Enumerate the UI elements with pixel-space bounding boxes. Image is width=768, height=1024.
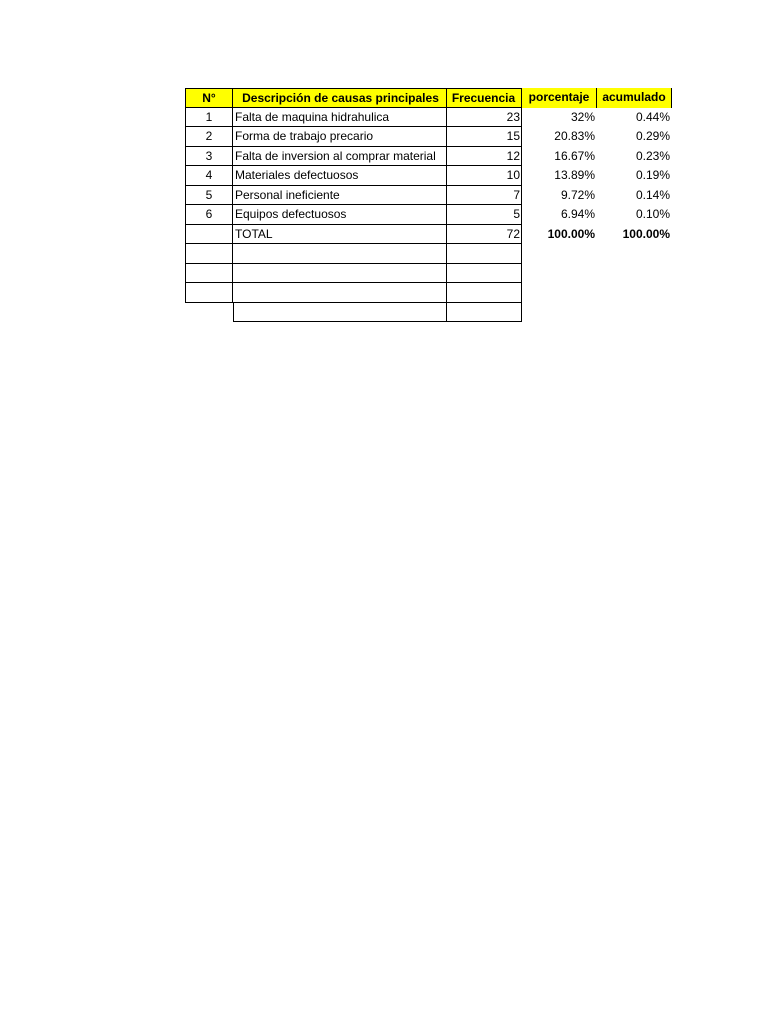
- cell-percentage[interactable]: 9.72%: [560, 187, 595, 202]
- header-description[interactable]: Descripción de causas principales: [233, 88, 447, 108]
- cell-percentage[interactable]: 6.94%: [560, 207, 595, 221]
- empty-cell[interactable]: [233, 264, 447, 284]
- cell-percentage[interactable]: 13.89%: [554, 168, 595, 182]
- empty-cell[interactable]: [447, 283, 522, 303]
- cell-percentage[interactable]: 32%: [570, 109, 595, 124]
- cell-no[interactable]: 2: [185, 127, 233, 147]
- cell-percentage[interactable]: 20.83%: [554, 129, 595, 143]
- cell-description[interactable]: Materiales defectuosos: [233, 166, 447, 186]
- cell-description[interactable]: Personal ineficiente: [233, 186, 447, 206]
- cell-percentage[interactable]: 16.67%: [554, 148, 595, 163]
- header-no[interactable]: N°: [185, 88, 233, 108]
- cell-frequency[interactable]: 5: [447, 205, 522, 225]
- cell-frequency[interactable]: 7: [447, 186, 522, 206]
- header-cumulative[interactable]: acumulado: [597, 88, 672, 108]
- cell-cumulative[interactable]: 0.29%: [635, 129, 670, 143]
- empty-cell[interactable]: [185, 264, 233, 284]
- cell-cumulative[interactable]: 0.44%: [635, 109, 670, 124]
- empty-cell[interactable]: [447, 244, 522, 264]
- cell-no[interactable]: 5: [185, 186, 233, 206]
- cell-description[interactable]: Forma de trabajo precario: [233, 127, 447, 147]
- cell-description[interactable]: Falta de maquina hidrahulica: [233, 108, 447, 128]
- empty-cell[interactable]: [185, 283, 233, 303]
- cell-no[interactable]: 1: [185, 108, 233, 128]
- empty-cell[interactable]: [233, 303, 447, 323]
- cell-description[interactable]: Equipos defectuosos: [233, 205, 447, 225]
- cell-no-empty[interactable]: [185, 225, 233, 245]
- cell-description[interactable]: Falta de inversion al comprar material: [233, 147, 447, 167]
- cell-no[interactable]: 6: [185, 205, 233, 225]
- empty-cell[interactable]: [233, 244, 447, 264]
- total-label[interactable]: TOTAL: [233, 225, 447, 245]
- cell-cumulative[interactable]: 0.10%: [635, 207, 670, 221]
- cell-frequency[interactable]: 15: [447, 127, 522, 147]
- empty-cell[interactable]: [233, 283, 447, 303]
- empty-cell[interactable]: [447, 303, 522, 323]
- empty-cell[interactable]: [447, 264, 522, 284]
- total-cumulative[interactable]: 100.00%: [622, 226, 670, 241]
- header-percentage[interactable]: porcentaje: [522, 88, 597, 108]
- header-frequency[interactable]: Frecuencia: [447, 88, 522, 108]
- empty-cell[interactable]: [185, 244, 233, 264]
- cell-cumulative[interactable]: 0.19%: [635, 168, 670, 182]
- total-frequency[interactable]: 72: [447, 225, 522, 245]
- cell-frequency[interactable]: 12: [447, 147, 522, 167]
- cell-no[interactable]: 3: [185, 147, 233, 167]
- cell-no[interactable]: 4: [185, 166, 233, 186]
- cell-cumulative[interactable]: 0.14%: [635, 187, 670, 202]
- cell-cumulative[interactable]: 0.23%: [635, 148, 670, 163]
- cell-frequency[interactable]: 10: [447, 166, 522, 186]
- cell-frequency[interactable]: 23: [447, 108, 522, 128]
- total-percentage[interactable]: 100.00%: [547, 226, 595, 241]
